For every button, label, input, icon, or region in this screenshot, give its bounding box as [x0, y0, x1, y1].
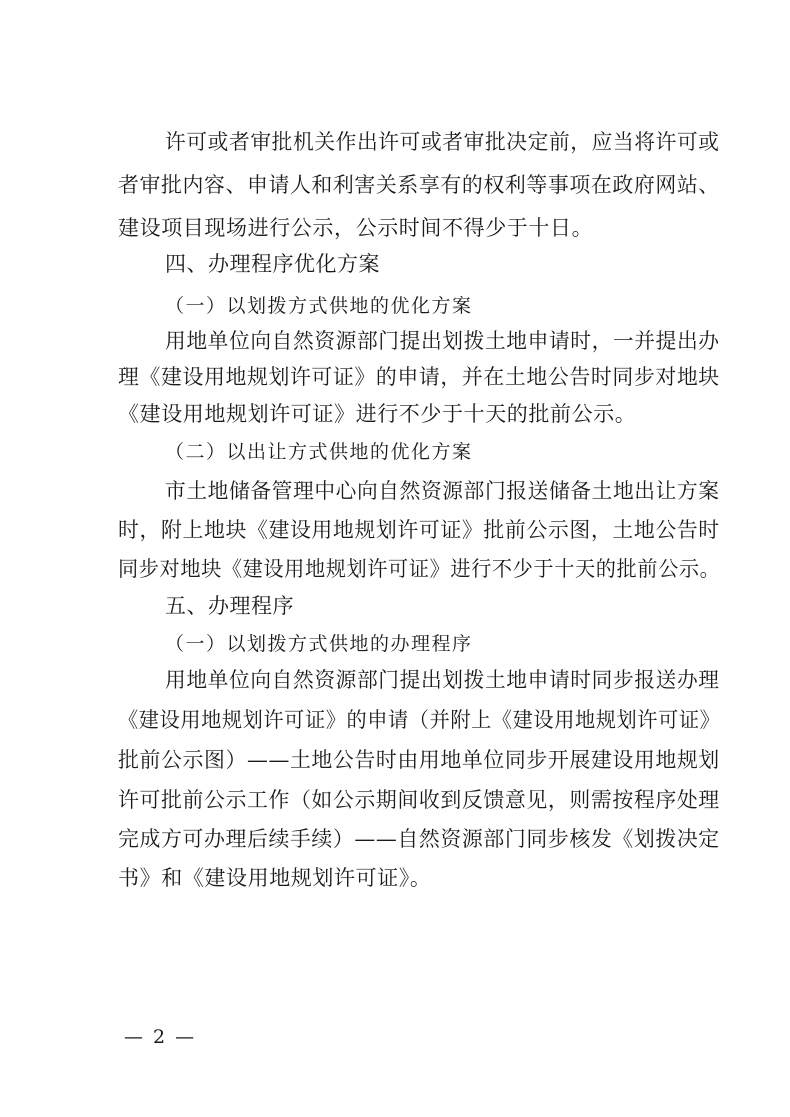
- subsection-heading-5-1: （一）以划拨方式供地的办理程序: [165, 633, 473, 655]
- body-line-18: 许可批前公示工作（如公示期间收到反馈意见，则需按程序处理: [118, 788, 720, 812]
- body-line-11: 时，附上地块《建设用地规划许可证》批前公示图，土地公告时: [118, 518, 720, 542]
- body-line-8: 《建设用地规划许可证》进行不少于十天的批前公示。: [118, 402, 637, 426]
- body-line-10: 市土地储备管理中心向自然资源部门报送储备土地出让方案: [165, 479, 720, 503]
- body-line-17: 批前公示图）——土地公告时由用地单位同步开展建设用地规划: [118, 748, 720, 772]
- body-line-19: 完成方可办理后续手续）——自然资源部门同步核发《划拨决定: [118, 827, 720, 851]
- subsection-heading-4-2: （二）以出让方式供地的优化方案: [165, 441, 473, 463]
- body-line-1: 许可或者审批机关作出许可或者审批决定前，应当将许可或: [165, 130, 720, 154]
- body-line-16: 《建设用地规划许可证》的申请（并附上《建设用地规划许可证》: [118, 708, 721, 732]
- page-number: — 2 —: [124, 1026, 197, 1048]
- body-line-15: 用地单位向自然资源部门提出划拨土地申请时同步报送办理: [165, 668, 720, 692]
- body-line-2: 者审批内容、申请人和利害关系享有的权利等事项在政府网站、: [118, 173, 720, 197]
- section-heading-5: 五、办理程序: [165, 594, 294, 618]
- body-line-7: 理《建设用地规划许可证》的申请，并在土地公告时同步对地块: [118, 365, 720, 389]
- body-line-6: 用地单位向自然资源部门提出划拨土地申请时，一并提出办: [165, 329, 720, 353]
- body-line-20: 书》和《建设用地规划许可证》。: [118, 866, 432, 890]
- section-heading-4: 四、办理程序优化方案: [165, 252, 380, 276]
- body-line-3: 建设项目现场进行公示，公示时间不得少于十日。: [118, 216, 594, 240]
- body-line-12: 同步对地块《建设用地规划许可证》进行不少于十天的批前公示。: [118, 557, 721, 581]
- subsection-heading-4-1: （一）以划拨方式供地的优化方案: [165, 295, 473, 317]
